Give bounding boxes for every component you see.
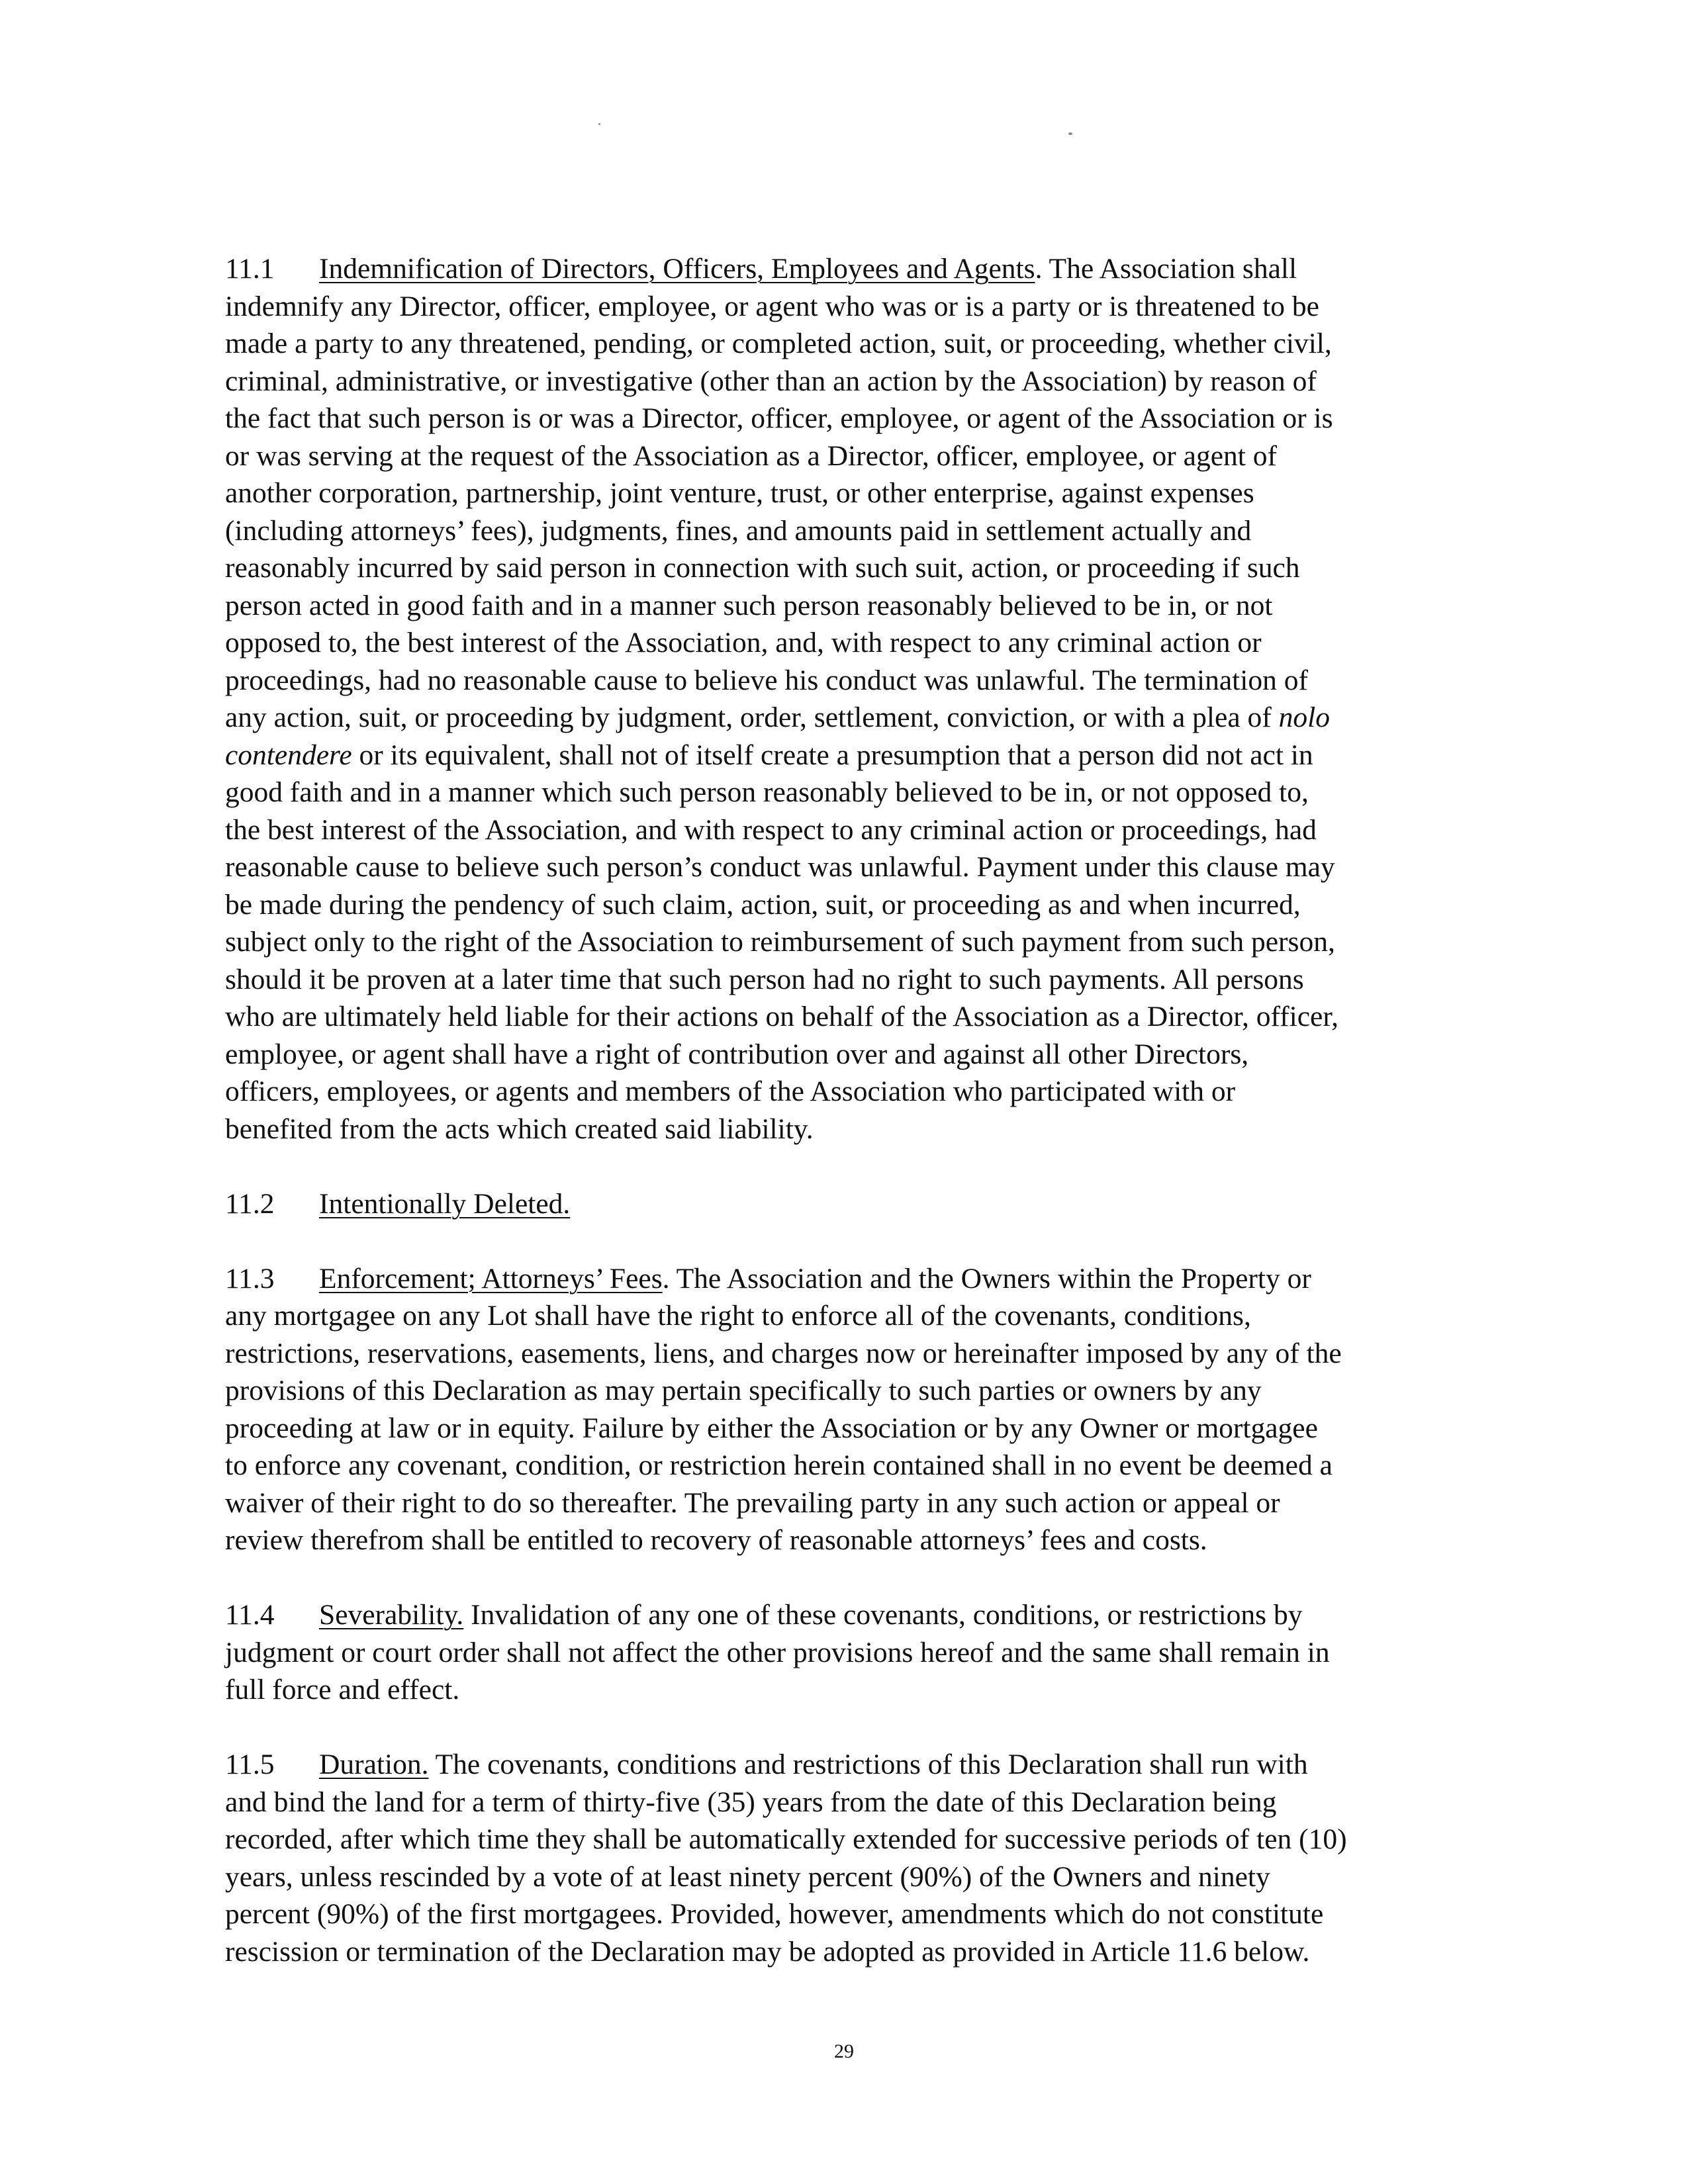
section-11-4 — [225, 1596, 1470, 1709]
section-11-1 — [225, 250, 1470, 1148]
section-11-2 — [225, 1185, 1470, 1223]
page-number: 29 — [834, 2040, 854, 2062]
section-number: 11.1 — [225, 253, 275, 285]
section-title-period: . — [1035, 253, 1043, 285]
document-body — [225, 250, 1470, 2008]
section-number: 11.2 — [225, 1187, 275, 1220]
section-title: Indemnification of Directors, Officers, Employees and Agents — [319, 253, 1035, 285]
scan-speck — [598, 123, 600, 125]
section-title: Enforcement; Attorneys’ Fees — [319, 1262, 663, 1295]
section-11-3 — [225, 1260, 1470, 1559]
section-body: The covenants, conditions and restrictions of this Declaration shall run with and bind the land for a term of thirty-five (35) years from the date of this Declaration being recorded, after which time they shall be automatically extended for successive periods of ten (10) years, unless rescinded by a vote of at least ninety percent (90%) of the Owners and ninety percent (90%) of the first mortgagees. Provided, however, amendments which do not constitute rescission or termination of the Declaration may be adopted as provided in Article 11.6 below. — [225, 1749, 1347, 1968]
section-number: 11.5 — [225, 1749, 275, 1780]
section-title-period: . — [662, 1262, 670, 1295]
section-title: Severability. — [319, 1599, 464, 1631]
scan-speck — [1068, 132, 1072, 135]
section-number: 11.3 — [225, 1262, 275, 1295]
section-body-italic: nolo contendere — [225, 702, 1330, 771]
section-11-5 — [225, 1746, 1470, 1970]
section-number: 11.4 — [225, 1599, 275, 1631]
section-body: The Association shall indemnify any Director, officer, employee, or agent who was or is a party or is threatened to be made a party to any threatened, pending, or completed action, suit, or proceeding, whether civil, criminal, administrative, or investigative (other than an action by the Association) by reason of the fact that such person is or was a Director, officer, employee, or agent of the Association or is or was serving at the request of the Association as a Director, officer, employee, or agent of another corporation, partnership, joint venture, trust, or other enterprise, against expenses (including attorneys’ fees), judgments, fines, and amounts paid in settlement actually and reasonably incurred by said person in connection with such suit, action, or proceeding if such person acted in good faith and in a manner such person reasonably believed to be in, or not opposed to, the best interest of the Association, and, with respect to any criminal action or proceedings, had no reasonable cause to believe his conduct was unlawful. The termination of any action, suit, or proceeding by judgment, order, settlement, conviction, or with a plea of — [225, 253, 1333, 733]
section-body: or its equivalent, shall not of itself create a presumption that a person did not act in good faith and in a manner which such person reasonably believed to be in, or not opposed to, the best interest of the Association, and with respect to any criminal action or proceedings, had reasonable cause to believe such person’s conduct was unlawful. Payment under this clause may be made during the pendency of such claim, action, suit, or proceeding as and when incurred, subject only to the right of the Association to reimbursement of such payment from such person, should it be proven at a later time that such person had no right to such payments. All persons who are ultimately held liable for their actions on behalf of the Association as a Director, officer, employee, or agent shall have a right of contribution over and against all other Directors, officers, employees, or agents and members of the Association who participated with or benefited from the acts which created said liability. — [225, 739, 1338, 1145]
section-body: The Association and the Owners within the Property or any mortgagee on any Lot shall have the right to enforce all of the covenants, conditions, restrictions, reservations, easements, liens, and charges now or hereinafter imposed by any of the provisions of this Declaration as may pertain specifically to such parties or owners by any proceeding at law or in equity. Failure by either the Association or by any Owner or mortgagee to enforce any covenant, condition, or restriction herein contained shall in no event be deemed a waiver of their right to do so thereafter. The prevailing party in any such action or appeal or review therefrom shall be entitled to recovery of reasonable attorneys’ fees and costs. — [225, 1262, 1342, 1556]
section-body: Invalidation of any one of these covenants, conditions, or restrictions by judgment or court order shall not affect the other provisions hereof and the same shall remain in full force and effect. — [225, 1599, 1330, 1706]
section-title: Duration. — [319, 1749, 429, 1780]
section-title: Intentionally Deleted. — [319, 1187, 571, 1220]
